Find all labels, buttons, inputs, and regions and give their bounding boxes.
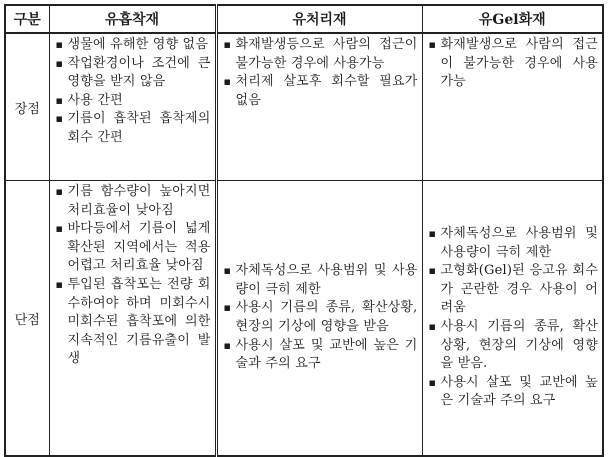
square-bullet-icon: ▪: [428, 320, 437, 333]
square-bullet-icon: ▪: [55, 112, 64, 126]
list-item: [224, 299, 418, 336]
square-bullet-icon: ▪: [428, 227, 437, 241]
list-item-text: 사용시 살포 및 교반에 높은 기술과 주의 요구: [440, 374, 598, 409]
advantages-gelling-cell: [422, 33, 603, 181]
bullet-list: [429, 225, 599, 411]
advantages-dispersant-cell: [216, 33, 422, 181]
list-item-text: 화재발생으로 사람의 접근이 불가능한 경우에 사용 가능: [440, 37, 598, 90]
square-bullet-icon: ▪: [428, 38, 437, 51]
bullet-list: [56, 183, 211, 369]
disadvantages-dispersant-cell: [216, 181, 422, 457]
list-item: [56, 183, 211, 220]
list-item-text: 생물에 유해한 영향 없음: [67, 37, 209, 52]
square-bullet-icon: ▪: [55, 38, 64, 51]
row-label-advantages: 장점: [5, 33, 49, 181]
list-item: [429, 36, 599, 92]
square-bullet-icon: ▪: [55, 56, 64, 70]
square-bullet-icon: ▪: [223, 38, 232, 51]
square-bullet-icon: ▪: [223, 338, 232, 352]
list-item: [56, 220, 211, 276]
disadvantages-gelling-cell: [422, 181, 603, 457]
list-item: [224, 73, 418, 110]
list-item: [429, 225, 599, 262]
comparison-table: [4, 4, 604, 457]
list-item-text: 자체독성으로 사용범위 및 사용량이 극히 제한: [235, 263, 418, 297]
bullet-list: [429, 36, 599, 92]
bullet-list: [56, 36, 211, 148]
header-oil-gelling-agent: 유Gel화재: [422, 5, 603, 33]
square-bullet-icon: ▪: [55, 93, 64, 107]
list-item-text: 기름이 흡착된 흡착제의 회수 간편: [67, 111, 211, 145]
list-item-text: 사용 간편: [67, 92, 123, 108]
list-item: [56, 92, 211, 111]
list-item-text: 처리제 살포후 회수할 필요가 없음: [235, 74, 418, 108]
list-item: [224, 36, 418, 73]
list-item-text: 바다등에서 기름이 넓게 확산된 지역에서는 적용어렵고 처리효율 낮아짐: [67, 221, 211, 274]
bullet-list: [224, 262, 418, 374]
header-row: [5, 5, 603, 33]
list-item-text: 사용시 살포 및 교반에 높은 기술과 주의 요구: [235, 337, 418, 372]
advantages-absorbent-cell: [49, 33, 216, 181]
square-bullet-icon: ▪: [428, 264, 437, 278]
list-item-text: 투입된 흡착포는 전량 회수하여야 하며 미회수시 미회수된 흡착포에 의한 지속적인 기름유출이 발생: [67, 276, 211, 367]
header-category: 구분: [5, 5, 49, 33]
header-oil-dispersant: 유처리재: [216, 5, 422, 33]
list-item: [56, 55, 211, 92]
square-bullet-icon: ▪: [223, 264, 232, 278]
list-item-text: 고형화(Gel)된 응고유 회수가 곤란한 경우 사용이 어려움: [440, 263, 598, 316]
list-item: [56, 110, 211, 147]
square-bullet-icon: ▪: [223, 301, 232, 315]
disadvantages-row: [5, 181, 603, 457]
list-item: [56, 36, 211, 55]
square-bullet-icon: ▪: [55, 277, 64, 291]
list-item-text: 기름 함수량이 높아지면 처리효율이 낮아짐: [67, 184, 211, 218]
list-item-text: 작업환경이나 조건에 큰 영향을 받지 않음: [67, 55, 211, 90]
square-bullet-icon: ▪: [223, 75, 232, 89]
header-oil-absorbent: 유흡착재: [49, 5, 216, 33]
list-item: [429, 318, 599, 374]
list-item-text: 화재발생등으로 사람의 접근이 불가능한 경우에 사용가능: [235, 37, 418, 71]
square-bullet-icon: ▪: [55, 185, 64, 198]
advantages-row: [5, 33, 603, 181]
square-bullet-icon: ▪: [428, 375, 437, 389]
bullet-list: [224, 36, 418, 110]
comparison-table-container: [4, 4, 602, 446]
disadvantages-absorbent-cell: [49, 181, 216, 457]
list-item-text: 자체독성으로 사용범위 및 사용량이 극히 제한: [440, 226, 598, 260]
list-item-text: 사용시 기름의 종류, 확산상황, 현장의 기상에 영향을 받음: [235, 300, 418, 334]
list-item-text: 사용시 기름의 종류, 확산상황, 현장의 기상에 영향을 받음.: [440, 319, 598, 372]
square-bullet-icon: ▪: [55, 222, 64, 236]
list-item: [56, 276, 211, 369]
list-item: [429, 374, 599, 411]
list-item: [224, 337, 418, 374]
row-label-disadvantages: 단점: [5, 181, 49, 457]
list-item: [224, 262, 418, 299]
list-item: [429, 262, 599, 318]
